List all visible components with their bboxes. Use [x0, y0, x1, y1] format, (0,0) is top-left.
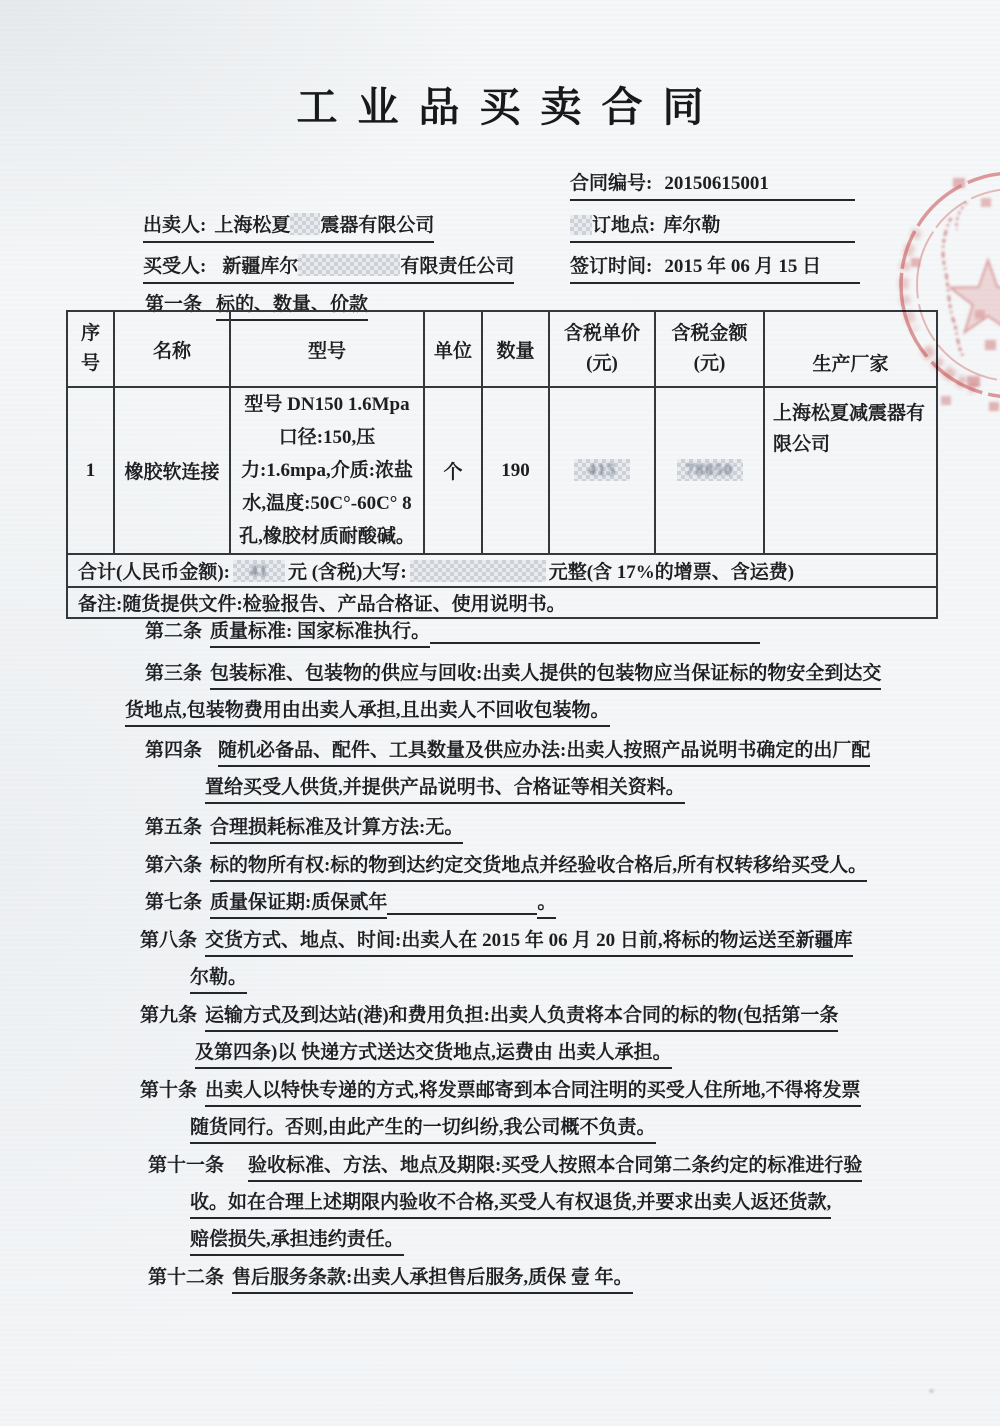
cell-manufacturer: 上海松夏减震器有限公司 [764, 387, 937, 554]
clause-text: 及第四条)以 快递方式送达交货地点,运费由 出卖人承担。 [195, 1042, 672, 1069]
redacted-blur: 78850 [677, 459, 743, 481]
signing-place-row [570, 210, 855, 243]
total-suffix: 元整(含 17%的增票、含运费) [548, 562, 795, 583]
cell-unit-price [549, 387, 655, 554]
signing-time-value: 2015 年 06 月 15 日 [664, 256, 822, 277]
contract-no-value: 20150615001 [664, 173, 769, 194]
cell-amount [655, 387, 764, 554]
col-header-name: 名称 [114, 311, 230, 387]
contract-no-field [570, 168, 855, 201]
clause-text: 置给买受人供货,并提供产品说明书、合格证等相关资料。 [205, 777, 685, 804]
total-prefix: 合计(人民币金额): [78, 562, 230, 583]
col-header-qty: 数量 [482, 311, 549, 387]
contract-no-label: 合同编号: [570, 173, 653, 194]
buyer-field [143, 251, 514, 284]
clause-10-line-2 [190, 1112, 656, 1139]
clause-2-line-1 [145, 616, 760, 644]
clause-3-line-2 [125, 695, 610, 722]
clause-1-title: 标的、数量、价款 [216, 294, 368, 321]
signing-place-field [570, 210, 855, 243]
seller-row [143, 210, 434, 243]
clause-text: 随货同行。否则,由此产生的一切纠纷,我公司概不负责。 [190, 1117, 656, 1144]
remark-row [67, 587, 937, 618]
col-header-unit: 单位 [424, 311, 482, 387]
clause-9-line-1 [140, 1000, 838, 1027]
clause-6-line-1 [145, 850, 867, 877]
clause-period: 。 [537, 892, 556, 919]
underline-blank [430, 618, 760, 644]
table-row [67, 387, 937, 554]
clause-10-line-1 [140, 1075, 861, 1102]
col-header-unit-price: 含税单价 (元) [549, 311, 655, 387]
clause-text: 运输方式及到达站(港)和费用负担:出卖人负责将本合同的标的物(包括第一条 [205, 1005, 838, 1032]
clause-label: 第十条 [140, 1080, 198, 1101]
clause-text: 质量保证期:质保贰年 [210, 892, 387, 919]
goods-table [66, 310, 938, 619]
clause-text: 随机必备品、配件、工具数量及供应办法:出卖人按照产品说明书确定的出厂配 [218, 740, 870, 767]
underline-blank [387, 889, 537, 915]
seal-inner-script [943, 202, 967, 356]
seller-name-suffix: 震器有限公司 [320, 215, 435, 236]
clause-text: 尔勒。 [190, 967, 247, 994]
total-mid: 元 (含税)大写: [287, 562, 407, 583]
clause-label: 第三条 [145, 663, 203, 684]
cell-model: 型号 DN150 1.6Mpa 口径:150,压力:1.6mpa,介质:浓盐水,温度:50C°-60C° 8孔,橡胶材质耐酸碱。 [230, 387, 424, 554]
contract-no-row [570, 168, 855, 201]
clause-label: 第十二条 [148, 1267, 225, 1288]
signing-time-label: 签订时间: [570, 256, 653, 277]
clause-8-line-1 [140, 925, 853, 952]
scan-speck [929, 1389, 934, 1393]
col-header-index: 序 号 [67, 311, 114, 387]
redacted-blur: 41 [233, 560, 285, 582]
redacted-blur [410, 560, 546, 582]
clause-7-line-1 [145, 887, 556, 915]
redacted-blur [290, 213, 320, 235]
clause-text: 包装标准、包装物的供应与回收:出卖人提供的包装物应当保证标的物安全到达交 [210, 663, 881, 690]
clause-4-line-2 [205, 772, 685, 799]
clause-3-line-1 [145, 658, 881, 685]
clause-5-line-1 [145, 812, 463, 839]
clause-text: 标的物所有权:标的物到达约定交货地点并经验收合格后,所有权转移给买受人。 [210, 855, 867, 882]
clause-8-line-2 [190, 962, 247, 989]
clause-text: 赔偿损失,承担违约责任。 [190, 1229, 404, 1256]
seller-label: 出卖人: [143, 215, 207, 236]
cell-qty: 190 [482, 387, 549, 554]
col-header-manufacturer: 生产厂家 [764, 311, 937, 387]
col-header-model: 型号 [230, 311, 424, 387]
clause-label: 第六条 [145, 855, 203, 876]
total-cell [67, 554, 937, 587]
clause-label: 第八条 [140, 930, 198, 951]
clause-text: 交货方式、地点、时间:出卖人在 2015 年 06 月 20 日前,将标的物运送至新疆库 [205, 930, 853, 957]
remark-cell: 备注:随货提供文件:检验报告、产品合格证、使用说明书。 [67, 587, 937, 618]
seller-name-prefix: 上海松夏 [214, 215, 291, 236]
redacted-blur [298, 254, 400, 276]
total-row [67, 554, 937, 587]
signing-time-row [570, 251, 860, 284]
clause-label: 第九条 [140, 1005, 198, 1026]
signing-place-label: 订地点: [592, 215, 656, 236]
clause-text: 收。如在合理上述期限内验收不合格,买受人有权退货,并要求出卖人返还货款, [190, 1192, 831, 1219]
clause-text: 出卖人以特快专递的方式,将发票邮寄到本合同注明的买受人住所地,不得将发票 [205, 1080, 861, 1107]
buyer-name-suffix: 有限责任公司 [400, 256, 515, 277]
signing-time-field [570, 251, 860, 284]
clause-text: 质量标准: 国家标准执行。 [210, 621, 430, 648]
clause-text: 售后服务条款:出卖人承担售后服务,质保 壹 年。 [232, 1267, 633, 1294]
clause-4-line-1 [145, 735, 870, 762]
clause-label: 第四条 [145, 740, 203, 761]
buyer-row [143, 251, 514, 284]
cell-unit: 个 [424, 387, 482, 554]
clause-1-label: 第一条 [145, 294, 203, 315]
redacted-blur [570, 215, 592, 235]
seller-field [143, 210, 434, 243]
cell-index: 1 [67, 387, 114, 554]
clause-11-line-2 [190, 1187, 831, 1214]
cell-name: 橡胶软连接 [114, 387, 230, 554]
seal-star-icon [950, 260, 1000, 332]
clause-label: 第十一条 [148, 1155, 225, 1176]
clause-9-line-2 [195, 1037, 672, 1064]
page-title: 工业品买卖合同 [296, 84, 724, 130]
col-header-amount: 含税金额 (元) [655, 311, 764, 387]
clause-11-line-1 [148, 1150, 862, 1177]
clause-label: 第七条 [145, 892, 203, 913]
clause-label: 第五条 [145, 817, 203, 838]
buyer-label: 买受人: [143, 256, 207, 277]
signing-place-value: 库尔勒 [663, 215, 721, 236]
buyer-name-prefix: 新疆库尔 [222, 256, 299, 277]
clause-label: 第二条 [145, 621, 203, 642]
clause-12-line-1 [148, 1262, 633, 1289]
clause-text: 货地点,包装物费用由出卖人承担,且出卖人不回收包装物。 [125, 700, 610, 727]
table-header-row [67, 311, 937, 387]
clause-text: 验收标准、方法、地点及期限:买受人按照本合同第二条约定的标准进行验 [248, 1155, 862, 1182]
clause-text: 合理损耗标准及计算方法:无。 [210, 817, 463, 844]
clause-11-line-3 [190, 1224, 404, 1251]
redacted-blur: 415 [574, 459, 630, 481]
